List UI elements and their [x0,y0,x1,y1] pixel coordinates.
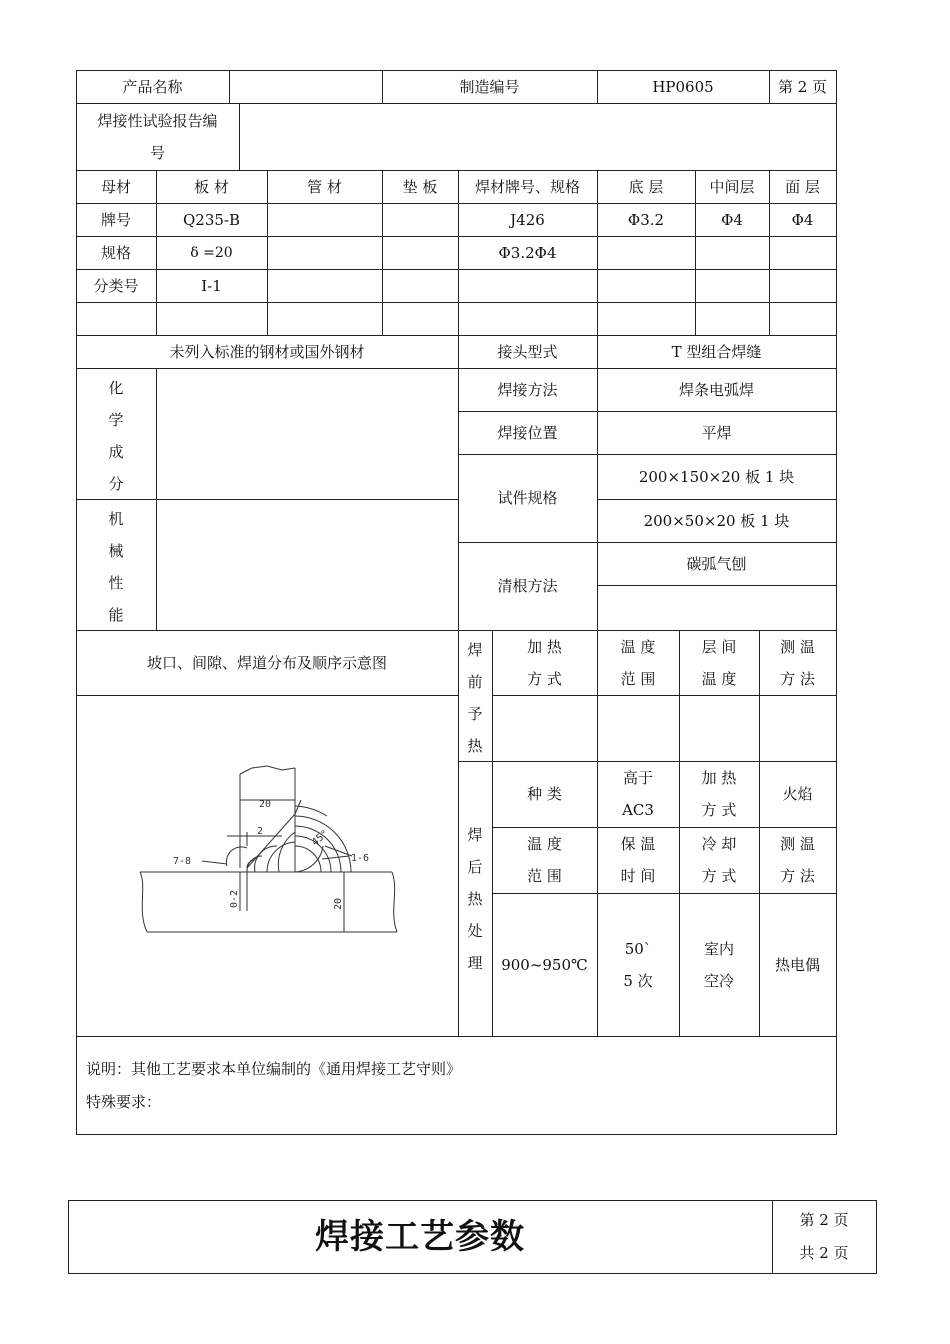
dim-1-6: 1-6 [351,853,370,864]
pwht-heat-method-label: 加 热 方 式 [701,769,737,819]
spec-label: 规格 [100,243,131,262]
footer-page: 第 2 页 [799,1211,849,1229]
grade-face: Φ4 [791,210,814,229]
notes-line-1: 说明：其他工艺要求本单位编制的《通用焊接工艺守则》 [86,1060,462,1078]
mechanical-properties-label: 机 械 性 能 [108,510,124,624]
preheat-method-header: 加 热 方 式 [527,637,562,688]
preheat-temp-header: 温 度 范 围 [620,637,656,688]
dim-20-top: 20 [259,799,272,810]
pwht-kind-label: 种 类 [527,785,562,803]
product-name-label: 产品名称 [122,77,183,96]
pwht-heat-method-value: 火焰 [782,785,813,803]
joint-type-label: 接头型式 [497,342,558,361]
weld-method-value: 焊条电弧焊 [678,380,754,399]
nonstandard-steel-label: 未列入标准的钢材或国外钢材 [169,342,365,361]
face-pass-header: 面 层 [785,177,820,196]
back-gouging-label: 清根方法 [497,577,558,595]
class-plate: I-1 [201,276,222,295]
mfg-no-label: 制造编号 [459,77,520,96]
dim-45: 45° [309,828,331,849]
dim-0-2: 0-2 [229,889,240,908]
footer-title: 焊接工艺参数 [315,1216,525,1257]
weld-position-label: 焊接位置 [497,423,558,442]
filler-header: 焊材牌号、规格 [474,177,580,196]
dim-7-8: 7-8 [173,856,192,867]
groove-diagram-label: 坡口、间隙、焊道分布及顺序示意图 [146,653,387,672]
root-pass-header: 底 层 [628,177,664,196]
grade-middle: Φ4 [721,210,743,229]
product-name-value [229,70,382,103]
weld-position-value: 平焊 [701,423,732,442]
report-no-label: 焊接性试验报告编 号 [97,111,218,162]
spec-filler: Φ3.2Φ4 [498,243,557,262]
specimen-label: 试件规格 [497,489,558,507]
grade-label: 牌号 [100,210,131,229]
specimen-1: 200×150×20 板 1 块 [638,467,795,486]
page-number: 第 2 页 [777,77,828,96]
groove-diagram [77,696,457,1035]
joint-type-value: T 型组合焊缝 [671,342,762,361]
preheat-label: 焊 前 予 热 [467,641,483,755]
pwht-temp-value: 900~950℃ [501,955,588,974]
interpass-temp-header: 层 间 温 度 [701,637,737,688]
mfg-no-value: HP0605 [652,77,714,96]
pwht-cool-header: 冷 却 方 式 [701,835,737,885]
base-material-label: 母材 [100,177,131,196]
pwht-measure-header: 测 温 方 法 [780,835,815,885]
chemical-composition-label: 化 学 成 分 [108,379,124,493]
dim-20-side: 20 [333,897,344,910]
report-no-value [239,103,836,170]
pwht-kind-value: 高于 AC3 [622,769,654,819]
preheat-measure-header: 测 温 方 法 [780,637,815,688]
middle-pass-header: 中间层 [709,177,755,196]
class-label: 分类号 [93,276,139,295]
pwht-label: 焊 后 热 处 理 [467,825,483,972]
pwht-measure-value: 热电偶 [774,955,820,974]
pwht-hold-value: 50` 5 次 [623,939,653,990]
notes-line-2: 特殊要求： [86,1093,162,1111]
back-gouging-value: 碳弧气刨 [686,554,747,573]
pwht-hold-header: 保 温 时 间 [620,835,656,885]
pwht-cool-value: 室内 空冷 [703,939,734,990]
weld-method-label: 焊接方法 [497,380,558,399]
pipe-header: 管 材 [307,177,342,196]
grade-plate: Q235-B [182,210,241,229]
grade-root: Φ3.2 [627,210,665,229]
specimen-2: 200×50×20 板 1 块 [643,511,790,530]
spec-plate: δ =20 [190,244,233,261]
dim-2: 2 [257,826,264,837]
plate-header: 板 材 [194,177,229,196]
grade-filler: J426 [510,210,545,229]
pwht-temp-header: 温 度 范 围 [527,835,562,885]
footer-total: 共 2 页 [799,1244,849,1262]
backing-header: 垫 板 [402,177,438,196]
